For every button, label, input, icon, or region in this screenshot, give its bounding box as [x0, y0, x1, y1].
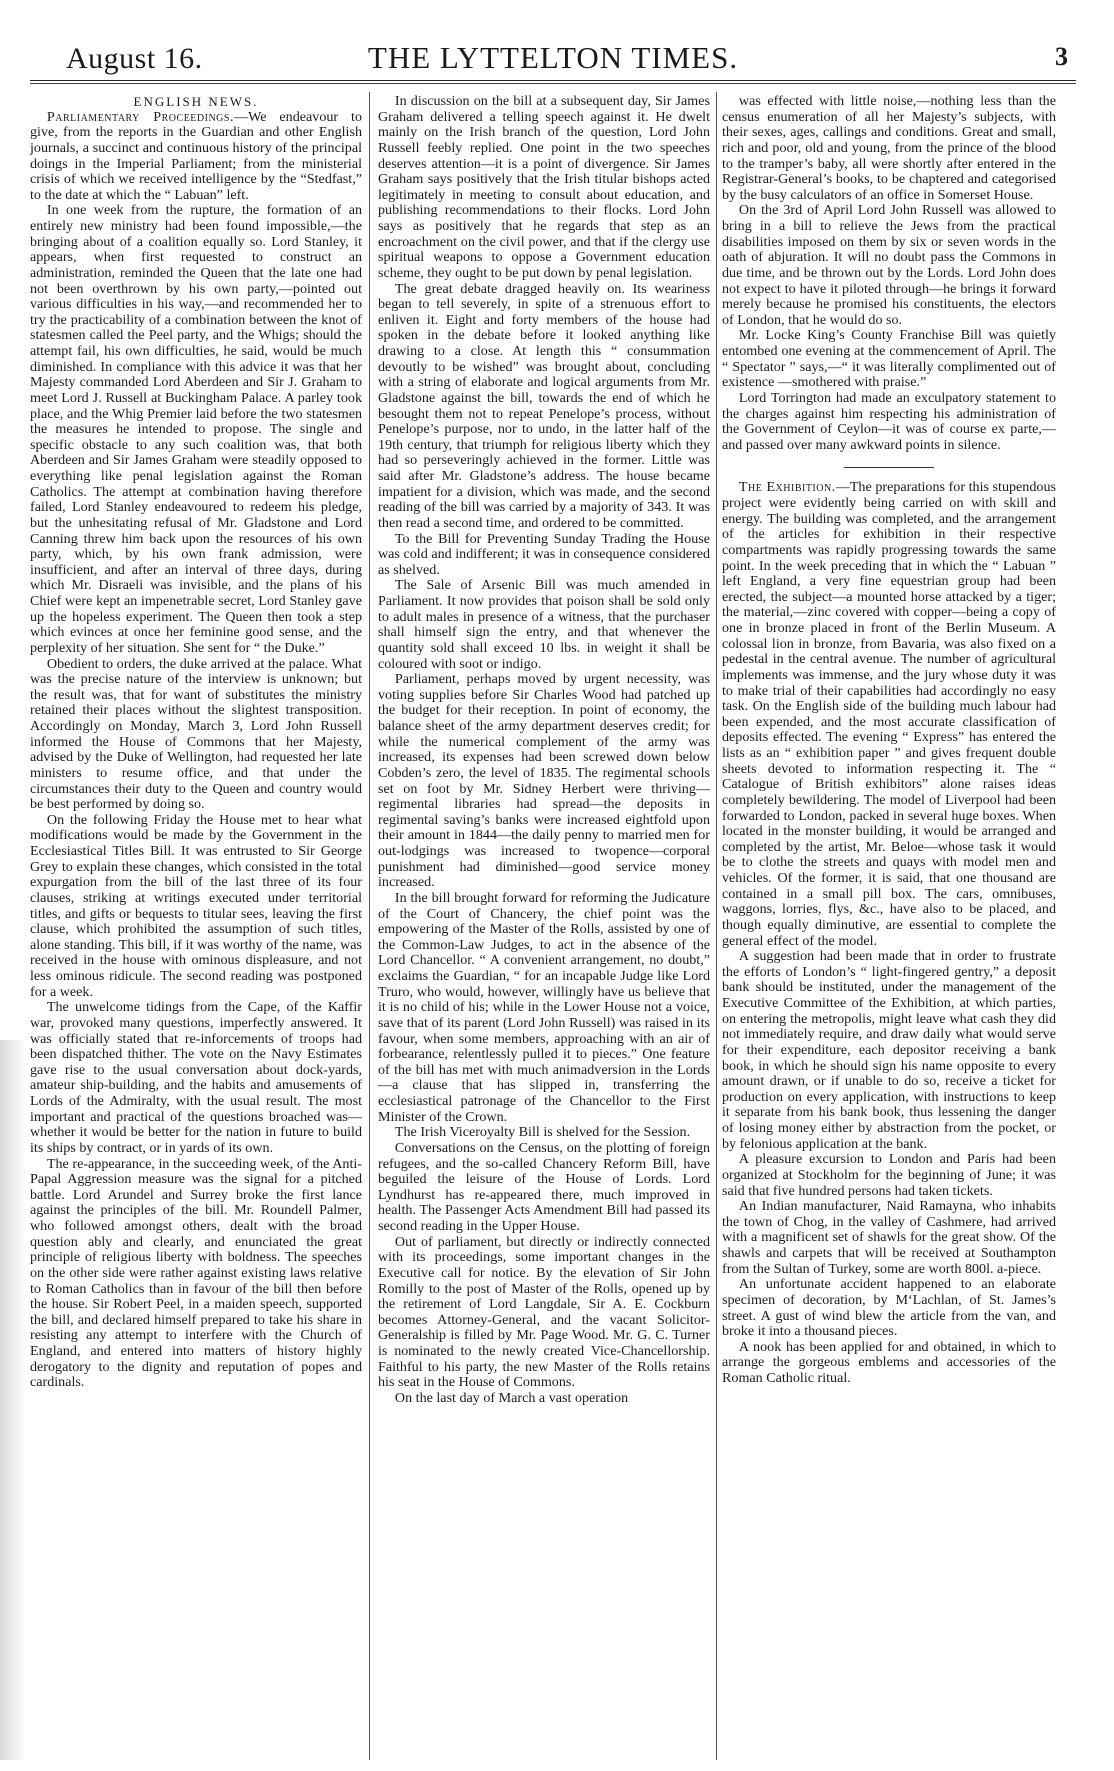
article-paragraph: The great debate dragged heavily on. Its weariness began to tell severely, in spite of a strenuous effort to enliven it. Eight and forty members of the house had spoken in the debate before it looked anything like drawing to a close. At length this “ consummation devoutly to be wished” was brought about, concluding with a string of elaborate and logical arguments from Mr. Gladstone against the bill, towards the end of which he besought them not to repeat Penelope’s process, without Penelope’s purpose, nor to undo, in the latter half of the 19th century, that triumph for religious liberty which they had so perseveringly achieved in the former. Little was said after Mr. Gladstone’s address. The house became impatient for a division, which was made, and the second reading of the bill was carried by a majority of 343. It was then read a second time, and ordered to be committed. — [378, 280, 710, 531]
section-heading: ENGLISH NEWS. — [133, 94, 259, 109]
article-heading: Parliamentary Proceedings. — [46, 108, 234, 125]
masthead-rule — [30, 80, 1076, 81]
article-paragraph: Parliamentary Proceedings.—We endeavour to give, from the reports in the Guardian and other English journals, a succinct and continuous history of the principal doings in the Imperial Parliament; from the ministerial crisis of which we received intelligence by the “Stedfast,” to the date at which the “ Labuan” left. — [30, 108, 362, 203]
article-paragraph: On the last day of March a vast operation — [394, 1389, 629, 1406]
article-paragraph: On the following Friday the House met to hear what modifications would be made by the Government in the Ecclesiastical Titles Bill. It was entrusted to Sir George Grey to explain these changes, which consisted in the total expurgation from the bill of the last three of its four clauses, striking at writings executed under territorial titles, and gifts or bequests to titular sees, leaving the first clause, which prohibited the assumption of such titles, alone standing. This bill, if it was worthy of the name, was received in the house with ominous displeasure, and not less ominous ridicule. The second reading was postponed for a week. — [30, 811, 362, 1000]
masthead-rule-secondary — [30, 83, 1076, 84]
article-paragraph: A suggestion had been made that in order to frustrate the efforts of London’s “ light-fingered gentry,” a deposit bank should be instituted, under the management of the Executive Committee of the Exhibition, at which parties, on entering the metropolis, might leave what cash they did not immediately require, and draw daily what would serve for their expenditure, each depositor receiving a bank book, in which he should sign his name opposite to every amount drawn, or if unable to do so, receive a ticket for production on every application, with instructions to keep it separate from his bank book, thus lessening the danger of losing money either by abstraction from the pocket, or by felonious application at the bank. — [722, 948, 1056, 1152]
article-paragraph: An unfortunate accident happened to an elaborate specimen of decoration, by M‘Lachlan, of St. James’s street. A gust of wind blew the article from the van, and broke it into a thousand pieces. — [722, 1276, 1056, 1340]
article-paragraph: In the bill brought forward for reforming the Judicature of the Court of Chancery, the chief point was the empowering of the Master of the Rolls, assisted by one of the Common-Law Judges, to act in the absence of the Lord Chancellor. “ A convenient arrangement, no doubt,” exclaims the Guardian, “ for an incapable Judge like Lord Truro, who would, however, willingly have us believe that it is no child of his; while in the Lower House not a voice, save that of its parent (Lord John Russell) was raised in its favour, when some members, approaching with an air of forbearance, relentlessly pulled it to pieces.” One feature of the bill has met with much animadversion in the Lords—a clause that has slipped in, transferring the ecclesiastical patronage of the Chancellor to the First Minister of the Crown. — [378, 889, 710, 1125]
article-paragraph: The Exhibition.—The preparations for this stupendous project were evidently being carried on with skill and energy. The building was completed, and the arrangement of the articles for exhibition in their respective compartments was rapidly progressing towards the same point. In the week preceding that in which the “ Labuan ” left England, a very fine equestrian group had been erected, the subject—a mounted horse attacked by a tiger; the material,—zinc covered with copper—being a copy of one in bronze placed in front of the Berlin Museum. A colossal lion in bronze, from Bavaria, was also fixed on a pedestal in the central avenue. The number of agricultural implements was immense, and the jury whose duty it was to make trial of their capabilities had accordingly no easy task. On the English side of the building much labour had been expended, and the most accurate classification of deposits effected. The evening “ Express” has entered the lists as an “ exhibition paper ” and gives frequent double sheets devoted to information respecting it. The “ Catalogue of British exhibitors” alone raises ideas completely bewildering. The model of Liverpool had been forwarded to London, packed in several huge boxes. When located in the monster building, it would be arranged and completed by the artist, Mr. Beloe—whose task it would be to clothe the streets and quays with model men and vehicles. Of the former, it is said, that one thousand are contained in a small pill box. The cars, omnibuses, waggons, lorries, flys, &c., have also to be placed, and though equally diminutive, are essential to complete the general effect of the model. — [722, 479, 1056, 949]
article-paragraph: To the Bill for Preventing Sunday Trading the House was cold and indifferent; it was in consequence considered as shelved. — [378, 530, 710, 578]
article-paragraph: was effected with little noise,—nothing less than the census enumeration of all her Majesty’s subjects, with their sexes, ages, callings and conditions. Great and small, rich and poor, old and young, from the prince of the blood to the tramper’s baby, all were shortly after entered in the Registrar-General’s books, to be chaptered and categorised by the busy calculators of an office in Somerset House. — [722, 93, 1056, 203]
article-paragraph: A pleasure excursion to London and Paris had been organized at Stockholm for the beginning of June; it was said that five hundred persons had taken tickets. — [722, 1151, 1056, 1199]
column-2 — [378, 94, 710, 1407]
gutter-shadow — [0, 1040, 26, 1760]
article-paragraph: In discussion on the bill at a subsequent day, Sir James Graham delivered a telling speech against it. He dwelt mainly on the Irish branch of the question, Lord John Russell feebly replied. One point in the two speeches deserves attention—it is a point of divergence. Sir James Graham says positively that the Irish titular bishops acted legitimately in meeting to consult about education, and publishing recommendations to their flocks. Lord John says as positively that he regards that step as an encroachment on the civil power, and that if the clergy use spiritual weapons to oppose a Government education scheme, they ought to be put down by penal legislation. — [378, 93, 710, 281]
article-paragraph: The Irish Viceroyalty Bill is shelved for the Session. — [394, 1124, 691, 1141]
page-number: 3 — [1055, 42, 1068, 71]
issue-date: August 16. — [66, 42, 203, 75]
section-divider — [844, 467, 934, 468]
article-paragraph: In one week from the rupture, the formation of an entirely new ministry had been found impossible,—the bringing about of a coalition equally so. Lord Stanley, it appears, when first requested to construct an administration, reminded the Queen that the late one had not been overthrown by his own party,—pointed out various difficulties in his way,—and recommended her to try the practicability of a combination between the knot of statesmen called the Peel party, and the Whigs; should the attempt fail, his own difficulties, he said, would be much diminished. In compliance with this advice it was that her Majesty commanded Lord Aberdeen and Sir J. Graham to meet Lord J. Russell at Buckingham Palace. A parley took place, and the Whig Premier laid before the two statesmen the measures he intended to propose. The single and specific obstacle to any such coalition was, that both Aberdeen and Sir James Graham were steadily opposed to everything like penal legislation against the Roman Catholics. The attempt at combination having therefore failed, Lord Stanley endeavoured to redeem his pledge, but the unhesitating refusal of Mr. Gladstone and Lord Canning threw him back upon the resources of his own party, which, by his own frank admission, were insufficient, and after an interval of three days, during which Mr. Disraeli was invisible, and the plans of his Chief were kept an impenetrable secret, Lord Stanley gave up the hopeless experiment. The Queen then took a step which evinces at once her feminine good sense, and the perplexity of her situation. She sent for “ the Duke.” — [30, 202, 362, 656]
column-3 — [722, 94, 1056, 1387]
article-paragraph: Obedient to orders, the duke arrived at the palace. What was the precise nature of the interview is unknown; but the result was, that for want of substitutes the ministry retained their places without the slightest transposition. Accordingly on Monday, March 3, Lord John Russell informed the House of Commons that her Majesty, advised by the Duke of Wellington, had requested her late ministers to resume office, and that under the circumstances their duty to the Queen and country would be best performed by doing so. — [30, 655, 362, 813]
article-paragraph: An Indian manufacturer, Naid Ramayna, who inhabits the town of Chog, in the valley of Cashmere, had arrived with a magnificent set of shawls for the great show. Of the shawls and carpets that will be received at Southampton from the Sultan of Turkey, some are worth 800l. a-piece. — [722, 1198, 1056, 1277]
column-rule — [369, 92, 370, 1760]
article-paragraph: Conversations on the Census, on the plotting of foreign refugees, and the so-called Chancery Reform Bill, have beguiled the leisure of the House of Lords. Lord Lyndhurst has re-appeared there, much improved in health. The Passenger Acts Amendment Bill had passed its second reading in the Upper House. — [378, 1139, 710, 1234]
article-paragraph: The re-appearance, in the succeeding week, of the Anti-Papal Aggression measure was the signal for a pitched battle. Lord Arundel and Surrey broke the first lance against the principles of the bill. Mr. Roundell Palmer, who followed amongst others, dealt with the broad question ably and clearly, and enunciated the great principle of religious liberty with boldness. The speeches on the other side were rather against existing laws relative to Roman Catholics than in favour of the bill then before the house. Sir Robert Peel, in a maiden speech, supported the bill, and declared himself prepared to take his share in resisting any attempt to interfere with the Church of England, and entered into matters of history highly derogatory to the dignity and reputation of popes and cardinals. — [30, 1155, 362, 1391]
article-paragraph: A nook has been applied for and obtained, in which to arrange the gorgeous emblems and accessories of the Roman Catholic ritual. — [722, 1338, 1056, 1386]
article-heading: The Exhibition. — [738, 479, 836, 496]
article-paragraph: The unwelcome tidings from the Cape, of the Kaffir war, provoked many questions, imperfectly answered. It was officially stated that re-inforcements of troops had been dispatched thither. The vote on the Navy Estimates gave rise to the usual conversation about dock-yards, amateur ship-building, and the habits and amusements of Lords of the Admiralty, with the usual result. The most important and practical of the questions broached was—whether it would be better for the nation in future to build its ships by contract, or in yards of its own. — [30, 999, 362, 1156]
article-paragraph: The Sale of Arsenic Bill was much amended in Parliament. It now provides that poison shall be sold only to adult males in presence of a witness, that the purchaser shall himself sign the entry, and that whenever the quantity sold shall exceed 10 lbs. in weight it shall be coloured with soot or indigo. — [378, 577, 710, 672]
column-1 — [30, 94, 362, 1391]
column-rule — [716, 92, 717, 1760]
masthead — [30, 36, 1076, 76]
article-paragraph: Mr. Locke King’s County Franchise Bill was quietly entombed one evening at the commencement of April. The “ Spectator ” says,—“ it was literally complimented out of existence —smothered with praise.” — [722, 327, 1056, 391]
article-paragraph: On the 3rd of April Lord John Russell was allowed to bring in a bill to relieve the Jews from the practical disabilities imposed on them by six or seven words in the oath of abjuration. It will no doubt pass the Commons in due time, and be thrown out by the Lords. Lord John does not expect to have it piloted through—he brings it forward merely because he promised his constituents, the electors of London, that he would do so. — [722, 202, 1056, 328]
newspaper-title: THE LYTTELTON TIMES. — [367, 40, 739, 75]
article-paragraph: Parliament, perhaps moved by urgent necessity, was voting supplies before Sir Charles Wood had patched up the budget for their reception. In point of economy, the balance sheet of the army department deserves credit; for while the numerical complement of the army was increased, its expenses had been screwed down below Cobden’s zero, the level of 1835. The regimental schools set on foot by Mr. Sidney Herbert were thriving—regimental libraries had spread—the deposits in regimental saving’s banks were increased eightfold upon their amount in 1844—the daily penny to married men for out-lodgings was increased to twopence—corporal punishment had diminished—good service money increased. — [378, 671, 710, 891]
article-paragraph: Out of parliament, but directly or indirectly connected with its proceedings, some important changes in the Executive call for notice. By the elevation of Sir John Romilly to the post of Master of the Rolls, opened up by the retirement of Lord Langdale, Sir A. E. Cockburn becomes Attorney-General, and the vacant Solicitor-Generalship is filled by Mr. Page Wood. Mr. G. C. Turner is nominated to the newly created Vice-Chancellorship. Faithful to his party, the new Master of the Rolls retains his seat in the House of Commons. — [378, 1233, 710, 1391]
article-paragraph: Lord Torrington had made an exculpatory statement to the charges against him respecting his administration of the Government of Ceylon—it was of course ex parte,—and passed over many awkward points in silence. — [722, 389, 1056, 453]
